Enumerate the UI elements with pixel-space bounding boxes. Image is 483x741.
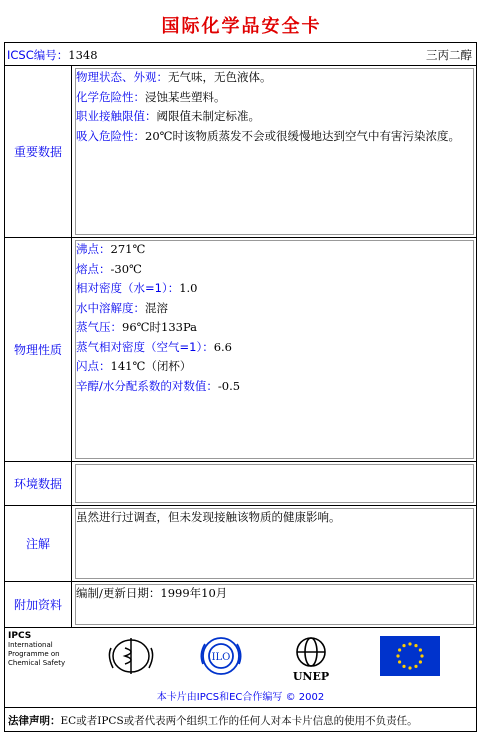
data-line: 蒸气压：96℃时133Pa — [76, 320, 198, 334]
data-line: 化学危险性：浸蚀某些塑料。 — [76, 89, 226, 104]
data-line: 水中溶解度：混溶 — [76, 300, 168, 315]
credit-line: 本卡片由IPCS和EC合作编写 © 2002 — [156, 692, 325, 703]
unep-logo-icon — [288, 634, 334, 684]
chemical-name: 三丙二醇 — [426, 48, 472, 62]
data-line: 闪点：141℃（闭杯） — [76, 359, 192, 373]
eu-flag-icon — [380, 636, 440, 676]
data-line: 熔点：-30℃ — [76, 261, 142, 276]
section-physical — [4, 238, 477, 462]
section-notes — [4, 506, 477, 582]
page-title: 国际化学品安全卡 — [161, 16, 322, 37]
section-label: 附加资料 — [13, 598, 62, 612]
svg-text:ILO: ILO — [211, 652, 231, 663]
data-line: 辛醇/水分配系数的对数值：-0.5 — [76, 378, 241, 393]
section-label: 重要数据 — [13, 145, 62, 159]
section-content — [73, 66, 476, 237]
data-line: 职业接触限值：阈限值未制定标准。 — [76, 109, 260, 123]
ipcs-logo: IPCS International Programme on Chemical Safety — [8, 631, 66, 667]
legal-notice: 法律声明：EC或者IPCS或者代表两个组织工作的任何人对本卡片信息的使用不负责任。 — [4, 708, 477, 732]
section-label: 注解 — [25, 537, 50, 551]
data-line: 蒸气相对密度（空气=1）：6.6 — [76, 339, 232, 354]
svg-text:UNEP: UNEP — [292, 670, 330, 683]
data-line: 吸入危险性：20℃时该物质蒸发不会或很缓慢地达到空气中有害污染浓度。 — [76, 128, 460, 143]
data-line: 物理状态、外观：无气味，无色液体。 — [76, 70, 272, 84]
logo-bar — [4, 628, 477, 708]
who-logo-icon — [105, 634, 157, 678]
section-content — [73, 462, 476, 505]
section-label: 物理性质 — [13, 343, 62, 357]
card-header — [4, 42, 477, 66]
section-environment — [4, 462, 477, 506]
data-line: 相对密度（水=1）：1.0 — [76, 281, 198, 295]
icsc-number: ICSC编号：1348 — [7, 48, 98, 62]
section-content — [73, 238, 476, 461]
section-additional — [4, 582, 477, 628]
section-label: 环境数据 — [13, 477, 62, 491]
ilo-logo-icon — [195, 634, 247, 678]
section-content: 虽然进行过调查，但未发现接触该物质的健康影响。 — [73, 506, 476, 581]
section-important — [4, 66, 477, 238]
section-content: 编制/更新日期：1999年10月 — [73, 582, 476, 627]
data-line: 沸点：271℃ — [76, 242, 146, 256]
